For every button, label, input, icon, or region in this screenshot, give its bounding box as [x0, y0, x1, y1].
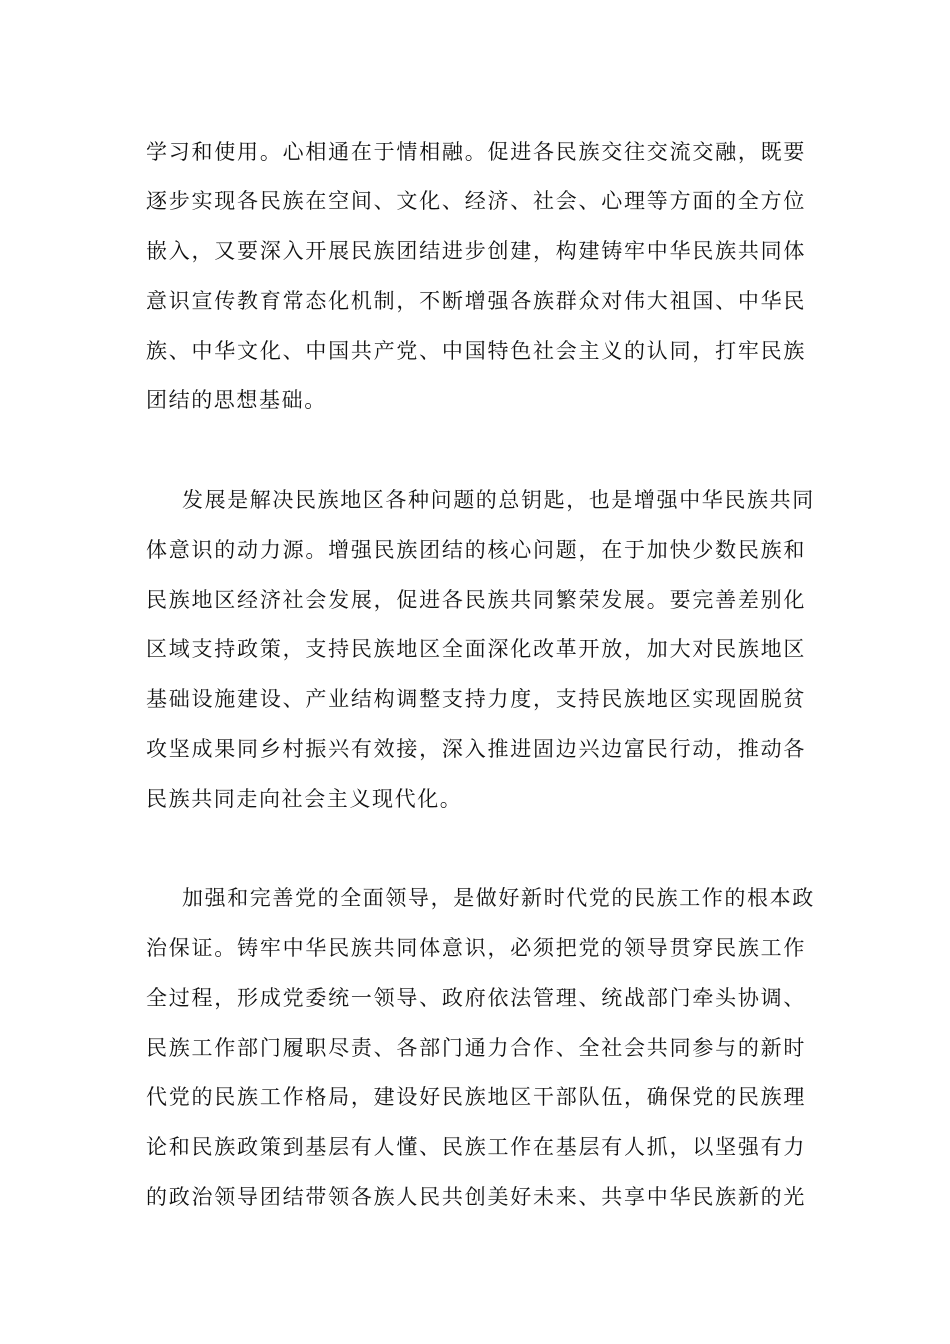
paragraph-2-line-2: 体意识的动力源。增强民族团结的核心问题，在于加快少数民族和 [146, 538, 806, 562]
paragraph-2-line-3: 民族地区经济社会发展，促进各民族共同繁荣发展。要完善差别化 [146, 588, 806, 612]
paragraph-3-line-6: 论和民族政策到基层有人懂、民族工作在基层有人抓，以坚强有力 [146, 1135, 806, 1159]
paragraph-1-line-1: 学习和使用。心相通在于情相融。促进各民族交往交流交融，既要 [146, 140, 806, 164]
paragraph-3-line-2: 治保证。铸牢中华民族共同体意识，必须把党的领导贯穿民族工作 [146, 936, 806, 960]
paragraph-2-line-4: 区域支持政策，支持民族地区全面深化改革开放，加大对民族地区 [146, 637, 806, 661]
paragraph-2-line-5: 基础设施建设、产业结构调整支持力度，支持民族地区实现固脱贫 [146, 687, 806, 711]
paragraph-3-line-7: 的政治领导团结带领各族人民共创美好未来、共享中华民族新的光 [146, 1185, 806, 1209]
paragraph-1-line-2: 逐步实现各民族在空间、文化、经济、社会、心理等方面的全方位 [146, 189, 806, 213]
paragraph-3-line-5: 代党的民族工作格局，建设好民族地区干部队伍，确保党的民族理 [146, 1085, 806, 1109]
paragraph-2-line-6: 攻坚成果同乡村振兴有效接，深入推进固边兴边富民行动，推动各 [146, 737, 806, 761]
paragraph-2-line-1: 发展是解决民族地区各种问题的总钥匙，也是增强中华民族共同 [182, 488, 815, 512]
paragraph-1-line-4: 意识宣传教育常态化机制，不断增强各族群众对伟大祖国、中华民 [146, 289, 806, 313]
paragraph-2-line-7: 民族共同走向社会主义现代化。 [146, 787, 463, 811]
paragraph-3-line-4: 民族工作部门履职尽责、各部门通力合作、全社会共同参与的新时 [146, 1036, 806, 1060]
paragraph-1-line-5: 族、中华文化、中国共产党、中国特色社会主义的认同，打牢民族 [146, 339, 806, 363]
paragraph-1-line-6: 团结的思想基础。 [146, 388, 327, 412]
paragraph-3-line-1: 加强和完善党的全面领导，是做好新时代党的民族工作的根本政 [182, 886, 815, 910]
paragraph-3-line-3: 全过程，形成党委统一领导、政府依法管理、统战部门牵头协调、 [146, 986, 806, 1010]
paragraph-1-line-3: 嵌入，又要深入开展民族团结进步创建，构建铸牢中华民族共同体 [146, 239, 806, 263]
